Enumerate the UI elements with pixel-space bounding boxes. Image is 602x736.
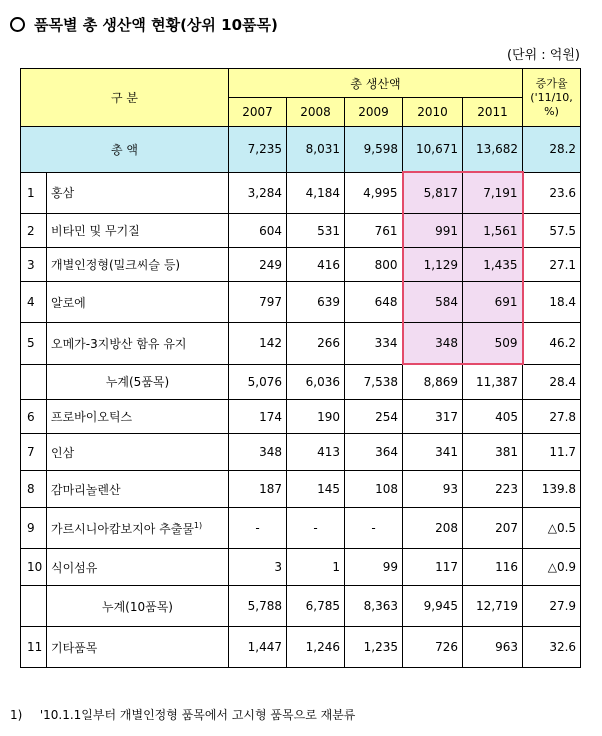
row-value: 249 [229, 248, 287, 282]
subtotal-10-value: 5,788 [229, 586, 287, 627]
row-value-highlighted: 1,435 [463, 248, 523, 282]
title-text: 품목별 총 생산액 현황(상위 10품목) [34, 16, 278, 34]
row-value: 416 [287, 248, 345, 282]
row-value: 726 [403, 627, 463, 668]
row-value: 381 [463, 434, 523, 471]
row-value: 405 [463, 400, 523, 434]
row-name-text: 가르시니아캄보지아 추출물 [51, 521, 194, 536]
row-index: 8 [21, 471, 47, 508]
subtotal-10-value: 6,785 [287, 586, 345, 627]
row-value: 531 [287, 214, 345, 248]
row-value: 266 [287, 323, 345, 365]
row-value: 142 [229, 323, 287, 365]
table-row [21, 214, 581, 248]
row-value: 93 [403, 471, 463, 508]
row-name: 홍삼 [47, 172, 229, 214]
row-name: 식이섬유 [47, 549, 229, 586]
row-name: 기타품목 [47, 627, 229, 668]
row-value: 334 [345, 323, 403, 365]
row-index: 9 [21, 508, 47, 549]
row-value: 1 [287, 549, 345, 586]
row-value: 413 [287, 434, 345, 471]
row-value: 341 [403, 434, 463, 471]
row-value-highlighted: 1,129 [403, 248, 463, 282]
row-value: 4,184 [287, 172, 345, 214]
row-value: - [287, 508, 345, 549]
subtotal-5-rate: 28.4 [523, 364, 581, 400]
row-value: 1,235 [345, 627, 403, 668]
row-value: 207 [463, 508, 523, 549]
row-value: 223 [463, 471, 523, 508]
subtotal-5-value: 8,869 [403, 364, 463, 400]
table-row [21, 471, 581, 508]
subtotal-10-value: 12,719 [463, 586, 523, 627]
row-value: 208 [403, 508, 463, 549]
row-value-highlighted: 691 [463, 282, 523, 323]
table-row [21, 400, 581, 434]
subtotal-5-value: 5,076 [229, 364, 287, 400]
row-rate: 11.7 [523, 434, 581, 471]
page-title [10, 14, 278, 35]
row-rate: 27.8 [523, 400, 581, 434]
row-rate: △0.5 [523, 508, 581, 549]
row-name: 오메가-3지방산 함유 유지 [47, 323, 229, 365]
row-index: 6 [21, 400, 47, 434]
row-value: 348 [229, 434, 287, 471]
table-row [21, 282, 581, 323]
total-row [21, 127, 581, 173]
row-value: 1,447 [229, 627, 287, 668]
footnote-text: '10.1.1일부터 개별인정형 품목에서 고시형 품목으로 재분류 [39, 708, 356, 722]
row-value-highlighted: 7,191 [463, 172, 523, 214]
row-rate: 32.6 [523, 627, 581, 668]
row-name: 비타민 및 무기질 [47, 214, 229, 248]
header-row-1 [21, 69, 581, 98]
row-value: 117 [403, 549, 463, 586]
total-value: 8,031 [287, 127, 345, 173]
header-year: 2010 [403, 98, 463, 127]
header-production: 총 생산액 [229, 69, 523, 98]
row-name: 인삼 [47, 434, 229, 471]
header-category: 구 분 [21, 69, 229, 127]
row-value: 797 [229, 282, 287, 323]
subtotal-5-label: 누계(5품목) [47, 364, 229, 400]
subtotal-10-value: 9,945 [403, 586, 463, 627]
header-year: 2009 [345, 98, 403, 127]
header-rate-line3: %) [544, 104, 559, 118]
empty-cell [21, 586, 47, 627]
header-year: 2011 [463, 98, 523, 127]
subtotal-5-row [21, 364, 581, 400]
row-name: 알로에 [47, 282, 229, 323]
row-name: 개별인정형(밀크씨슬 등) [47, 248, 229, 282]
row-name: 감마리놀렌산 [47, 471, 229, 508]
total-value: 10,671 [403, 127, 463, 173]
row-index: 3 [21, 248, 47, 282]
row-rate: 57.5 [523, 214, 581, 248]
total-value: 9,598 [345, 127, 403, 173]
row-rate: △0.9 [523, 549, 581, 586]
row-index: 5 [21, 323, 47, 365]
row-value-highlighted: 991 [403, 214, 463, 248]
footnote [10, 706, 355, 723]
unit-label: (단위 : 억원) [506, 48, 580, 63]
row-value: 3,284 [229, 172, 287, 214]
row-value-highlighted: 5,817 [403, 172, 463, 214]
row-value: 187 [229, 471, 287, 508]
footnote-marker: 1) [193, 520, 203, 530]
header-rate-line1: 증가율 [535, 76, 568, 90]
row-value: 116 [463, 549, 523, 586]
row-rate: 139.8 [523, 471, 581, 508]
subtotal-5-value: 11,387 [463, 364, 523, 400]
total-value: 13,682 [463, 127, 523, 173]
row-value: 4,995 [345, 172, 403, 214]
row-value: 254 [345, 400, 403, 434]
row-value: 963 [463, 627, 523, 668]
row-value-highlighted: 1,561 [463, 214, 523, 248]
total-label: 총 액 [21, 127, 229, 173]
row-value: 639 [287, 282, 345, 323]
row-index: 1 [21, 172, 47, 214]
row-index: 7 [21, 434, 47, 471]
table-row [21, 434, 581, 471]
row-value-highlighted: 509 [463, 323, 523, 365]
row-value-highlighted: 584 [403, 282, 463, 323]
row-value: 604 [229, 214, 287, 248]
subtotal-10-row [21, 586, 581, 627]
row-index: 4 [21, 282, 47, 323]
table-row [21, 248, 581, 282]
table-row [21, 323, 581, 365]
empty-cell [21, 364, 47, 400]
row-value: 364 [345, 434, 403, 471]
row-value: - [229, 508, 287, 549]
row-value: 800 [345, 248, 403, 282]
row-index: 10 [21, 549, 47, 586]
row-value: 317 [403, 400, 463, 434]
row-rate: 46.2 [523, 323, 581, 365]
row-value: 174 [229, 400, 287, 434]
footnote-number: 1) [10, 708, 23, 722]
row-rate: 18.4 [523, 282, 581, 323]
row-value: - [345, 508, 403, 549]
table-row [21, 508, 581, 549]
total-rate: 28.2 [523, 127, 581, 173]
row-value: 3 [229, 549, 287, 586]
table-row [21, 549, 581, 586]
row-value: 99 [345, 549, 403, 586]
subtotal-10-value: 8,363 [345, 586, 403, 627]
circle-bullet-icon [10, 17, 25, 32]
header-year: 2007 [229, 98, 287, 127]
subtotal-10-rate: 27.9 [523, 586, 581, 627]
total-value: 7,235 [229, 127, 287, 173]
header-rate [523, 69, 581, 127]
subtotal-5-value: 7,538 [345, 364, 403, 400]
row-name: 프로바이오틱스 [47, 400, 229, 434]
row-index: 11 [21, 627, 47, 668]
row-value: 648 [345, 282, 403, 323]
row-value: 145 [287, 471, 345, 508]
table-row [21, 172, 581, 214]
row-value: 761 [345, 214, 403, 248]
row-rate: 23.6 [523, 172, 581, 214]
header-rate-line2: ('11/10, [530, 90, 573, 104]
row-index: 2 [21, 214, 47, 248]
header-year: 2008 [287, 98, 345, 127]
other-row [21, 627, 581, 668]
production-table [20, 68, 581, 668]
subtotal-5-value: 6,036 [287, 364, 345, 400]
row-rate: 27.1 [523, 248, 581, 282]
row-value: 1,246 [287, 627, 345, 668]
subtotal-10-label: 누계(10품목) [47, 586, 229, 627]
row-value: 108 [345, 471, 403, 508]
row-name [47, 508, 229, 549]
row-value-highlighted: 348 [403, 323, 463, 365]
row-value: 190 [287, 400, 345, 434]
